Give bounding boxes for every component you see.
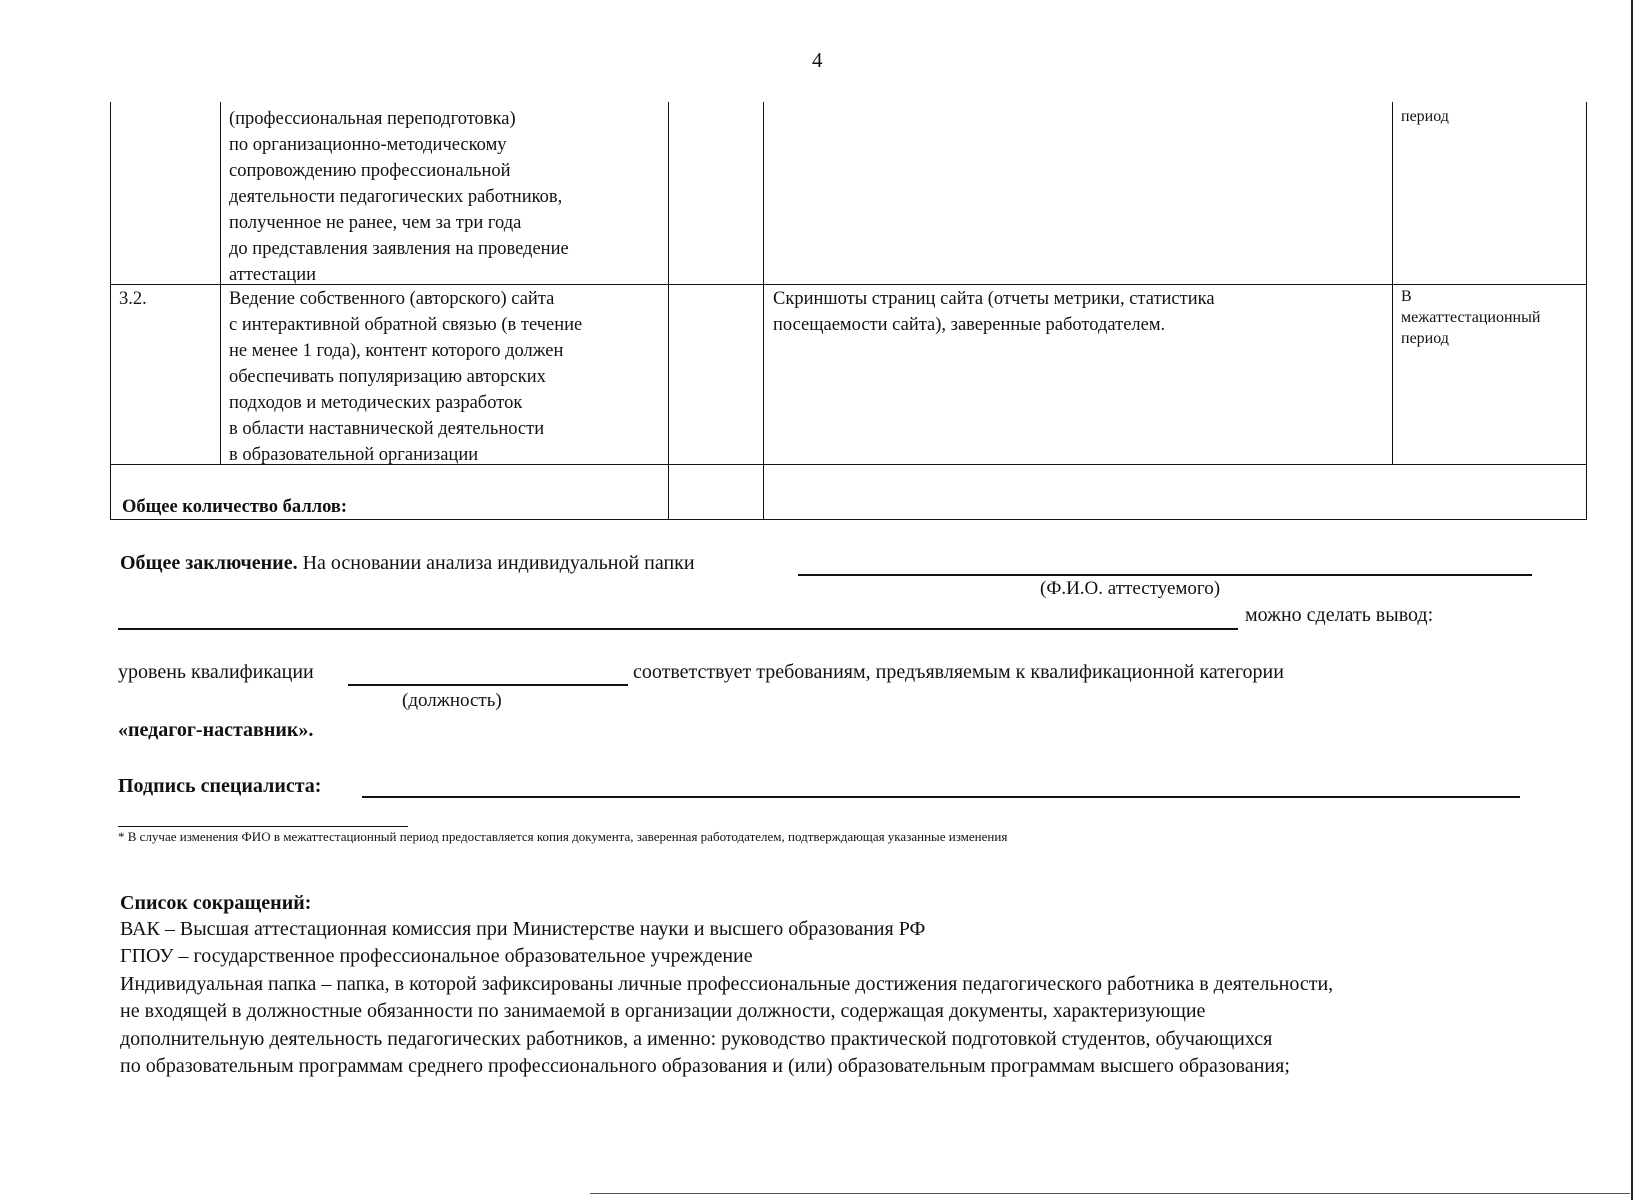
scan-artifact-line <box>590 1193 1630 1194</box>
abbreviation-item: ВАК – Высшая аттестационная комиссия при Министерстве науки и высшего образования РФ <box>120 918 926 940</box>
prev-row-period: период <box>1401 108 1449 125</box>
footnote: * В случае изменения ФИО в межаттестационный период предоставляется копия документа, заверенная работодателем, подтверждающая указанные изменения <box>118 829 1008 844</box>
page-edge <box>1631 0 1633 1200</box>
total-score-label: Общее количество баллов: <box>122 497 348 517</box>
table-col-divider <box>220 102 221 464</box>
abbreviation-item: ГПОУ – государственное профессиональное образовательное учреждение <box>120 945 753 967</box>
abbreviation-item: дополнительную деятельность педагогических работников, а именно: руководство практической подготовкой студентов, обучающихся <box>120 1028 1273 1050</box>
page-number: 4 <box>812 48 823 72</box>
footnote-separator <box>118 826 408 827</box>
conclusion-text: На основании анализа индивидуальной папки <box>302 552 695 574</box>
conclusion-result-text: можно сделать вывод: <box>1245 604 1434 626</box>
conclusion-blank <box>118 628 1238 630</box>
row-criterion: Ведение собственного (авторского) сайта с интерактивной обратной связью (в течение не менее 1 года), контент которого должен обеспечивать популяризацию авторских подходов и методических разработок в области наставнической деятельности в образовательной организации <box>229 289 583 465</box>
table-col-divider <box>763 102 764 520</box>
abbreviation-item: не входящей в должностные обязанности по занимаемой в организации должности, содержащая документы, характеризующие <box>120 1000 1206 1022</box>
row-documents: Скриншоты страниц сайта (отчеты метрики, статистика посещаемости сайта), заверенные работодателем. <box>773 289 1215 335</box>
row-number: 3.2. <box>119 289 147 309</box>
prev-row-criterion: (профессиональная переподготовка) по организационно-методическому сопровождению профессиональной деятельности педагогических работников, полученное не ранее, чем за три года до представления заявления на проведение аттестации <box>229 109 569 285</box>
qualification-prefix: уровень квалификации <box>118 661 314 683</box>
table-col-divider <box>668 102 669 520</box>
table-col-divider <box>1392 102 1393 464</box>
conclusion-line <box>120 552 695 575</box>
criteria-table <box>110 102 1587 520</box>
qualification-requirement: соответствует требованиям, предъявляемым к квалификационной категории <box>633 661 1284 683</box>
qualification-category: «педагог-наставник». <box>118 719 314 741</box>
fio-blank <box>798 574 1532 576</box>
fio-caption: (Ф.И.О. аттестуемого) <box>1040 578 1221 599</box>
abbreviation-item: по образовательным программам среднего профессионального образования и (или) образовательным программам высшего образования; <box>120 1055 1290 1077</box>
conclusion-label: Общее заключение. <box>120 552 298 574</box>
table-border-left <box>110 102 111 520</box>
row-period: В межаттестационный период <box>1401 288 1541 347</box>
signature-label: Подпись специалиста: <box>118 775 322 797</box>
signature-blank <box>362 796 1520 798</box>
abbreviations-title: Список сокращений: <box>120 892 312 914</box>
table-border-right <box>1586 102 1587 520</box>
position-blank <box>348 684 628 686</box>
abbreviation-item: Индивидуальная папка – папка, в которой зафиксированы личные профессиональные достижения педагогического работника в деятельности, <box>120 973 1334 995</box>
position-caption: (должность) <box>402 690 502 711</box>
